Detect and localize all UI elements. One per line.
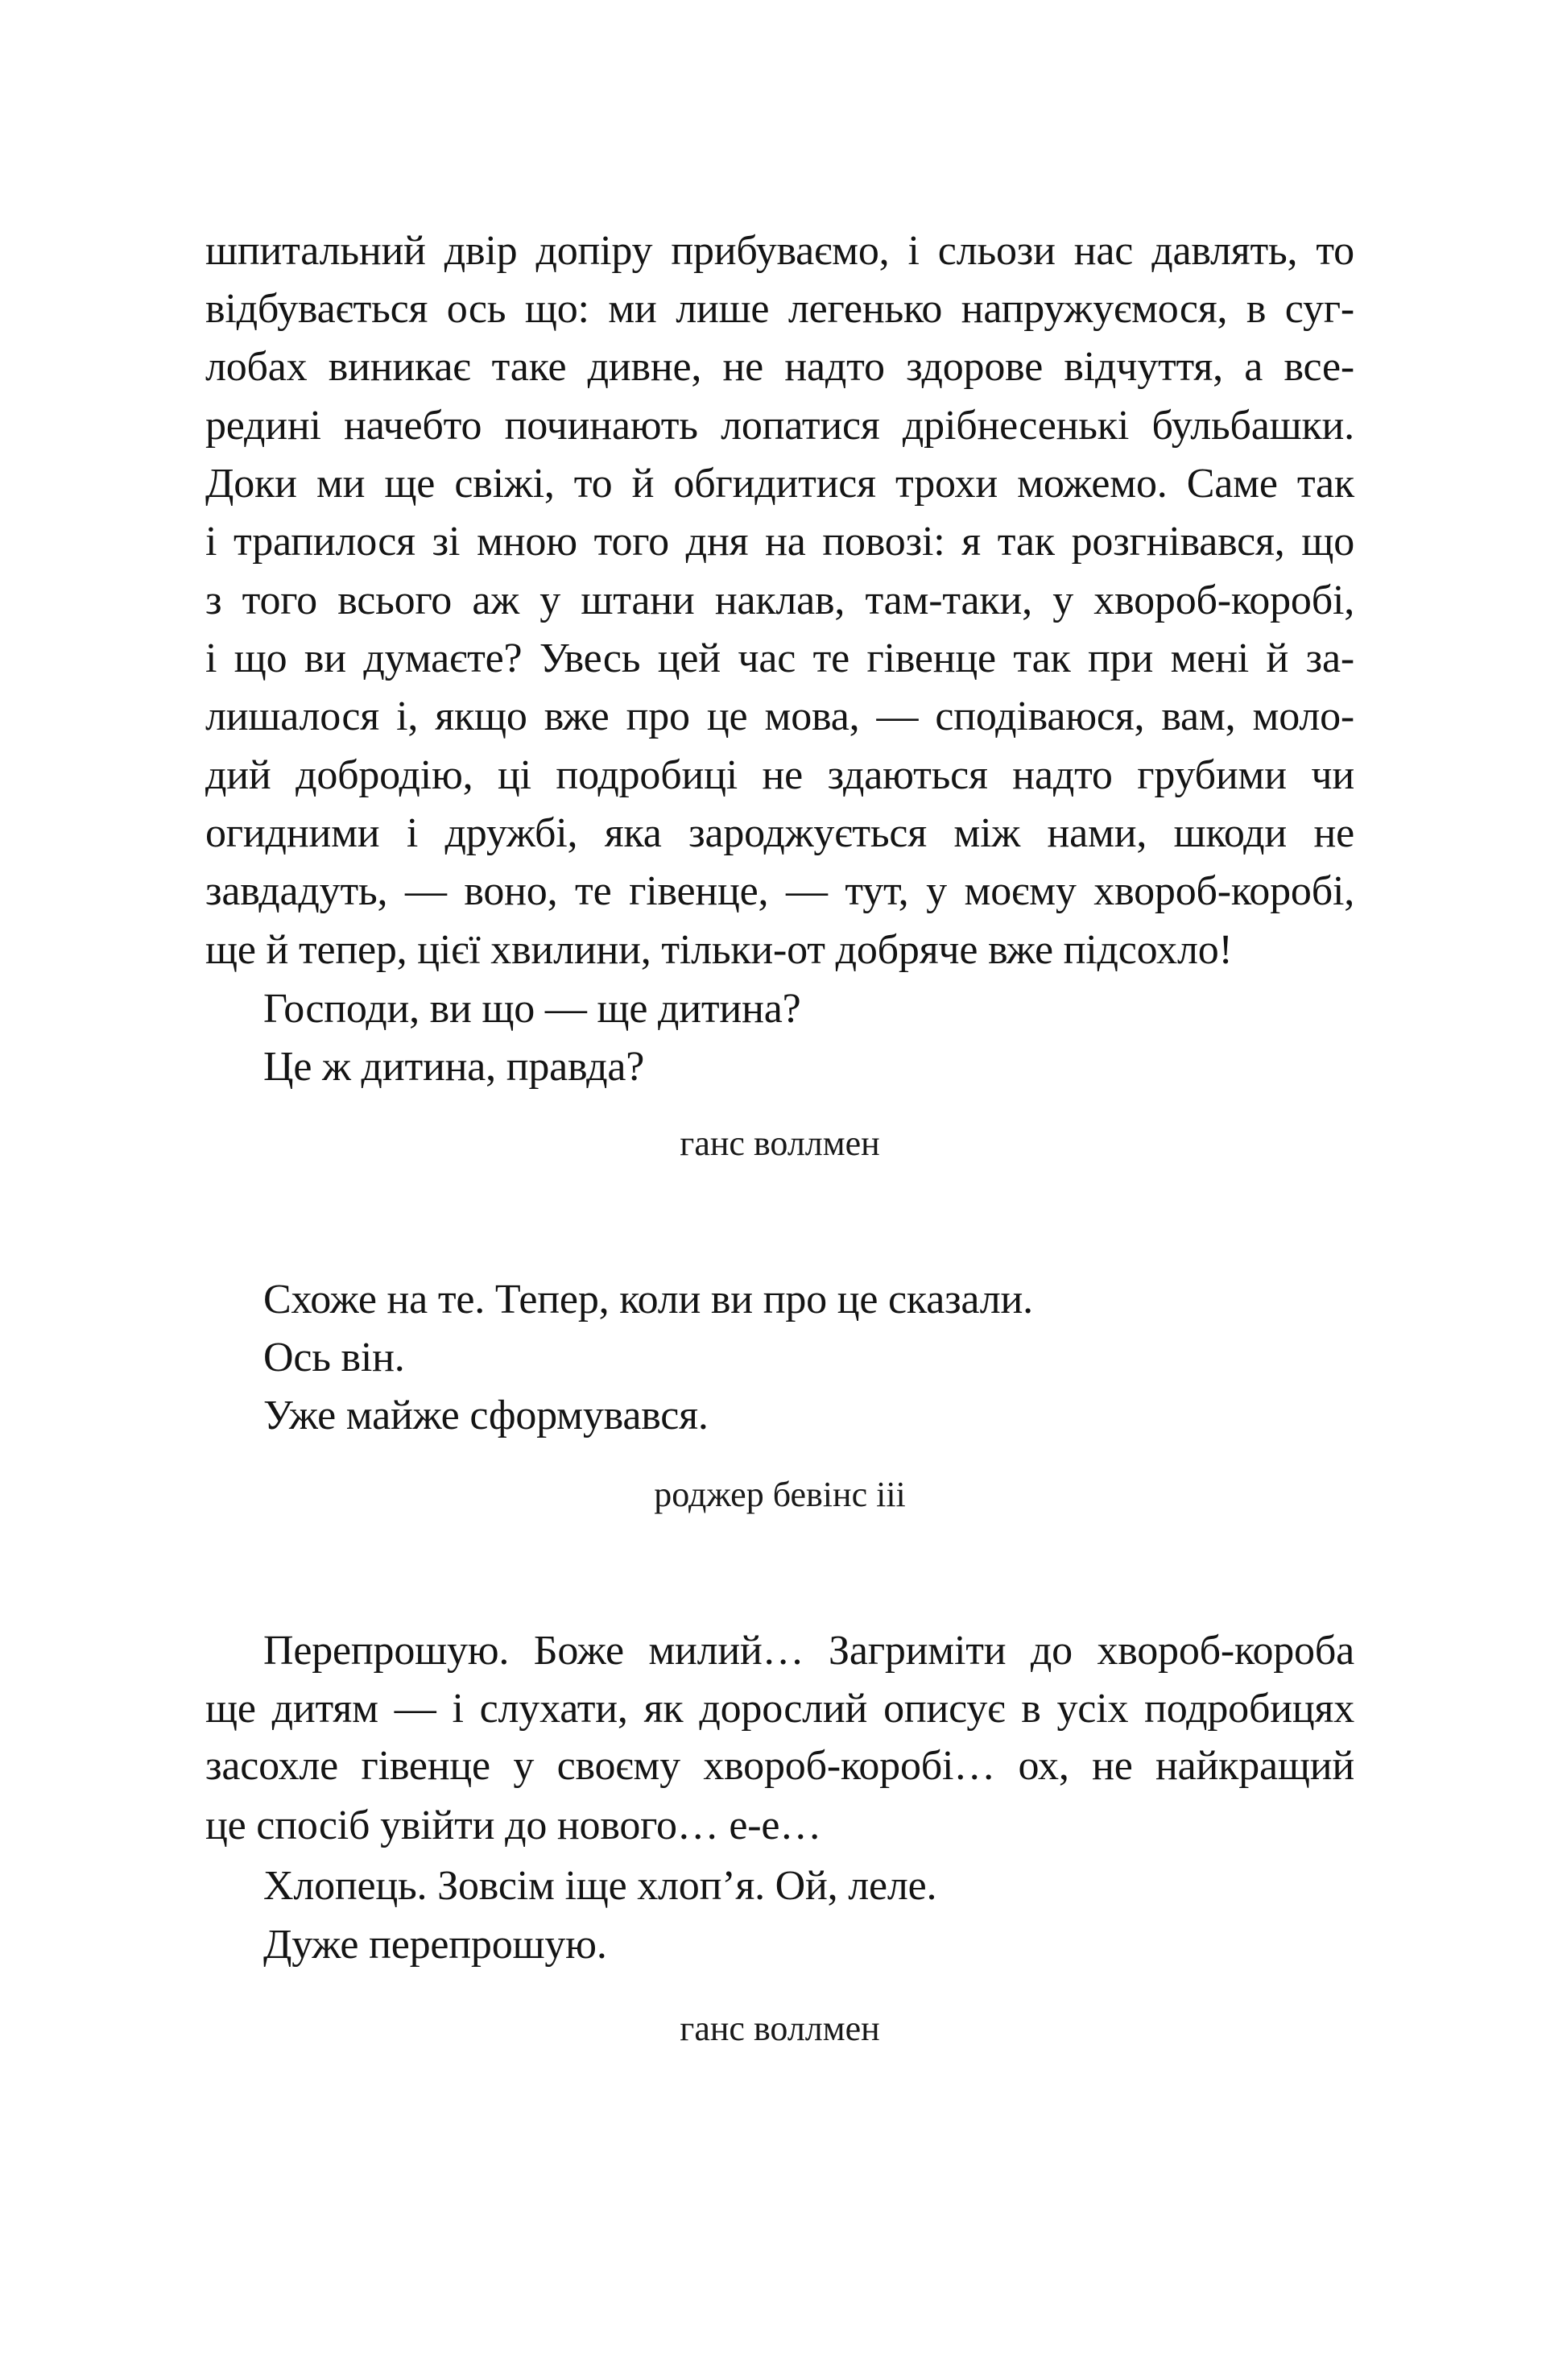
text-line: ще дитям — і слухати, як дорослий описує в усіх подробицях: [205, 1686, 1354, 1732]
text-line: Перепрошую. Боже милий… Загриміти до хвороб-короба: [263, 1628, 1354, 1674]
text-line: з того всього аж у штани наклав, там-таки, у хвороб-коробі,: [205, 577, 1354, 623]
text-line: Господи, ви що — ще дитина?: [263, 986, 801, 1032]
text-line: це спосіб увійти до нового… е-е…: [205, 1803, 822, 1848]
text-line: Хлопець. Зовсім іще хлоп’я. Ой, леле.: [263, 1863, 937, 1909]
text-line: редині начебто починають лопатися дрібнесенькі бульбашки.: [205, 403, 1354, 449]
text-line: огидними і дружбі, яка зароджується між нами, шкоди не: [205, 810, 1354, 856]
speaker-name: ганс воллмен: [680, 2009, 880, 2048]
text-line: шпитальний двір допіру прибуваємо, і сльози нас давлять, то: [205, 228, 1354, 274]
text-line: лобах виникає таке дивне, не надто здорове відчуття, а все-: [205, 344, 1354, 390]
text-line: Доки ми ще свіжі, то й обгидитися трохи можемо. Саме так: [205, 461, 1354, 507]
text-line: дий добродію, ці подробиці не здаються надто грубими чи: [205, 752, 1354, 798]
text-line: Схоже на те. Тепер, коли ви про це сказали.: [263, 1277, 1033, 1322]
text-line: Дуже перепрошую.: [263, 1922, 607, 1968]
text-line: Уже майже сформувався.: [263, 1393, 709, 1438]
text-line: завдадуть, — воно, те гівенце, — тут, у моєму хвороб-коробі,: [205, 868, 1354, 914]
text-line: і трапилося зі мною того дня на повозі: я так розгнівався, що: [205, 519, 1354, 565]
text-line: Ось він.: [263, 1335, 405, 1380]
text-line: лишалося і, якщо вже про це мова, — сподіваюся, вам, моло-: [205, 693, 1354, 739]
text-line: відбувається ось що: ми лише легенько напружуємося, в суг-: [205, 286, 1354, 332]
text-line: і що ви думаєте? Увесь цей час те гівенце так при мені й за-: [205, 635, 1354, 681]
text-line: Це ж дитина, правда?: [263, 1044, 645, 1090]
text-line: засохле гівенце у своєму хвороб-коробі… ох, не найкращий: [205, 1743, 1354, 1789]
text-line: ще й тепер, цієї хвилини, тільки-от добряче вже підсохло!: [205, 927, 1233, 973]
speaker-name: роджер бевінс ііі: [654, 1475, 906, 1514]
speaker-name: ганс воллмен: [680, 1124, 880, 1163]
